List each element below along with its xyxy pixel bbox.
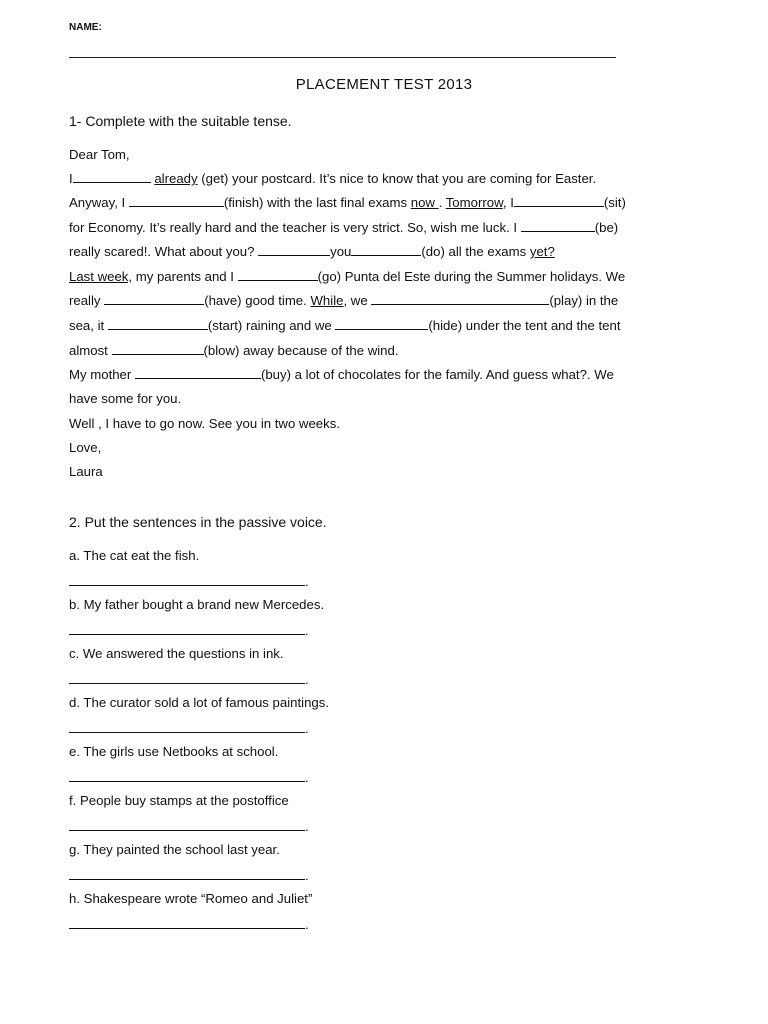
answer-line: [69, 867, 309, 884]
letter-line: [69, 269, 625, 285]
letter-line: [69, 293, 618, 309]
letter-closing: Love,: [69, 440, 102, 455]
line-end: .: [305, 574, 309, 589]
line-text: (go) Punta del Este during the Summer holidays. We: [317, 269, 626, 284]
line-text: (finish) with the last final exams: [223, 195, 411, 210]
answer-blank: [73, 175, 151, 183]
letter-line: [69, 171, 596, 187]
answer-line: [69, 916, 309, 933]
line-end: .: [305, 672, 309, 687]
passive-item-c: c. We answered the questions in ink.: [69, 646, 284, 661]
answer-line: [69, 671, 309, 688]
line-end: .: [305, 623, 309, 638]
answer-blank: [514, 199, 604, 207]
underlined-text: Tomorrow: [445, 195, 503, 210]
line-text: (sit): [603, 195, 626, 210]
underlined-text: now: [410, 195, 439, 210]
letter-line: [69, 343, 399, 359]
answer-blank: [69, 867, 305, 880]
line-text: (do) all the exams: [421, 244, 530, 259]
line-text: (play) in the: [549, 293, 619, 308]
line-text: (blow) away because of the wind.: [203, 343, 399, 358]
passive-item-f: f. People buy stamps at the postoffice: [69, 793, 289, 808]
passive-item-e: e. The girls use Netbooks at school.: [69, 744, 279, 759]
answer-blank: [69, 671, 305, 684]
answer-blank: [69, 622, 305, 635]
letter-line: [69, 244, 555, 260]
answer-blank: [258, 248, 330, 256]
line-text: really scared!. What about you?: [69, 244, 259, 259]
line-text: (get) your postcard. It’s nice to know that you are coming for Easter.: [197, 171, 597, 186]
line-text: Anyway, I: [69, 195, 129, 210]
name-line: [69, 57, 616, 58]
answer-blank: [69, 720, 305, 733]
passive-item-d: d. The curator sold a lot of famous paintings.: [69, 695, 329, 710]
answer-blank: [69, 573, 305, 586]
answer-line: [69, 818, 309, 835]
letter-line: [69, 195, 626, 211]
passive-item-h: h. Shakespeare wrote “Romeo and Juliet”: [69, 891, 313, 906]
line-text: .: [438, 195, 446, 210]
answer-blank: [112, 347, 204, 355]
letter-line: Well , I have to go now. See you in two weeks.: [69, 416, 340, 431]
answer-line: [69, 720, 309, 737]
answer-blank: [69, 769, 305, 782]
line-end: .: [305, 721, 309, 736]
line-text: (buy) a lot of chocolates for the family. And guess what?. We: [260, 367, 614, 382]
underlined-text: While: [310, 293, 344, 308]
answer-line: [69, 769, 309, 786]
line-text: (have) good time.: [204, 293, 311, 308]
answer-blank: [135, 371, 261, 379]
answer-blank: [371, 297, 549, 305]
line-text: my parents and I: [132, 269, 238, 284]
answer-blank: [521, 224, 595, 232]
line-text: sea, it: [69, 318, 108, 333]
line-text: almost: [69, 343, 112, 358]
line-text: My mother: [69, 367, 135, 382]
underlined-text: yet?: [529, 244, 555, 259]
underlined-text: Last week,: [69, 269, 133, 284]
answer-line: [69, 622, 309, 639]
answer-blank: [129, 199, 224, 207]
line-text: (hide) under the tent and the tent: [428, 318, 621, 333]
underlined-text: already: [154, 171, 198, 186]
answer-blank: [69, 916, 305, 929]
line-text: for Economy. It’s really hard and the teacher is very strict. So, wish me luck. I: [69, 220, 521, 235]
letter-line: [69, 367, 614, 383]
letter-line: [69, 318, 621, 334]
answer-blank: [335, 322, 428, 330]
name-label: NAME:: [69, 22, 102, 33]
line-text: really: [69, 293, 105, 308]
passive-item-g: g. They painted the school last year.: [69, 842, 280, 857]
passive-item-a: a. The cat eat the fish.: [69, 548, 200, 563]
page-title: PLACEMENT TEST 2013: [295, 76, 473, 93]
answer-blank: [104, 297, 204, 305]
section1-heading: 1- Complete with the suitable tense.: [69, 113, 292, 129]
line-end: .: [305, 868, 309, 883]
line-end: .: [305, 819, 309, 834]
section2-heading: 2. Put the sentences in the passive voice.: [69, 514, 327, 530]
answer-blank: [238, 273, 318, 281]
line-text: I: [69, 171, 73, 186]
answer-blank: [108, 322, 208, 330]
line-end: .: [305, 770, 309, 785]
line-text: , we: [343, 293, 372, 308]
letter-line: have some for you.: [69, 391, 182, 406]
line-text: you: [330, 244, 352, 259]
passive-item-b: b. My father bought a brand new Mercedes.: [69, 597, 325, 612]
line-text: (be): [594, 220, 619, 235]
line-text: , I: [502, 195, 514, 210]
line-text: (start) raining and we: [207, 318, 336, 333]
line-end: .: [305, 917, 309, 932]
letter-signature: Laura: [69, 464, 103, 479]
letter-line: [69, 220, 618, 236]
letter-salutation: Dear Tom,: [69, 147, 130, 162]
answer-blank: [69, 818, 305, 831]
answer-blank: [351, 248, 421, 256]
answer-line: [69, 573, 309, 590]
